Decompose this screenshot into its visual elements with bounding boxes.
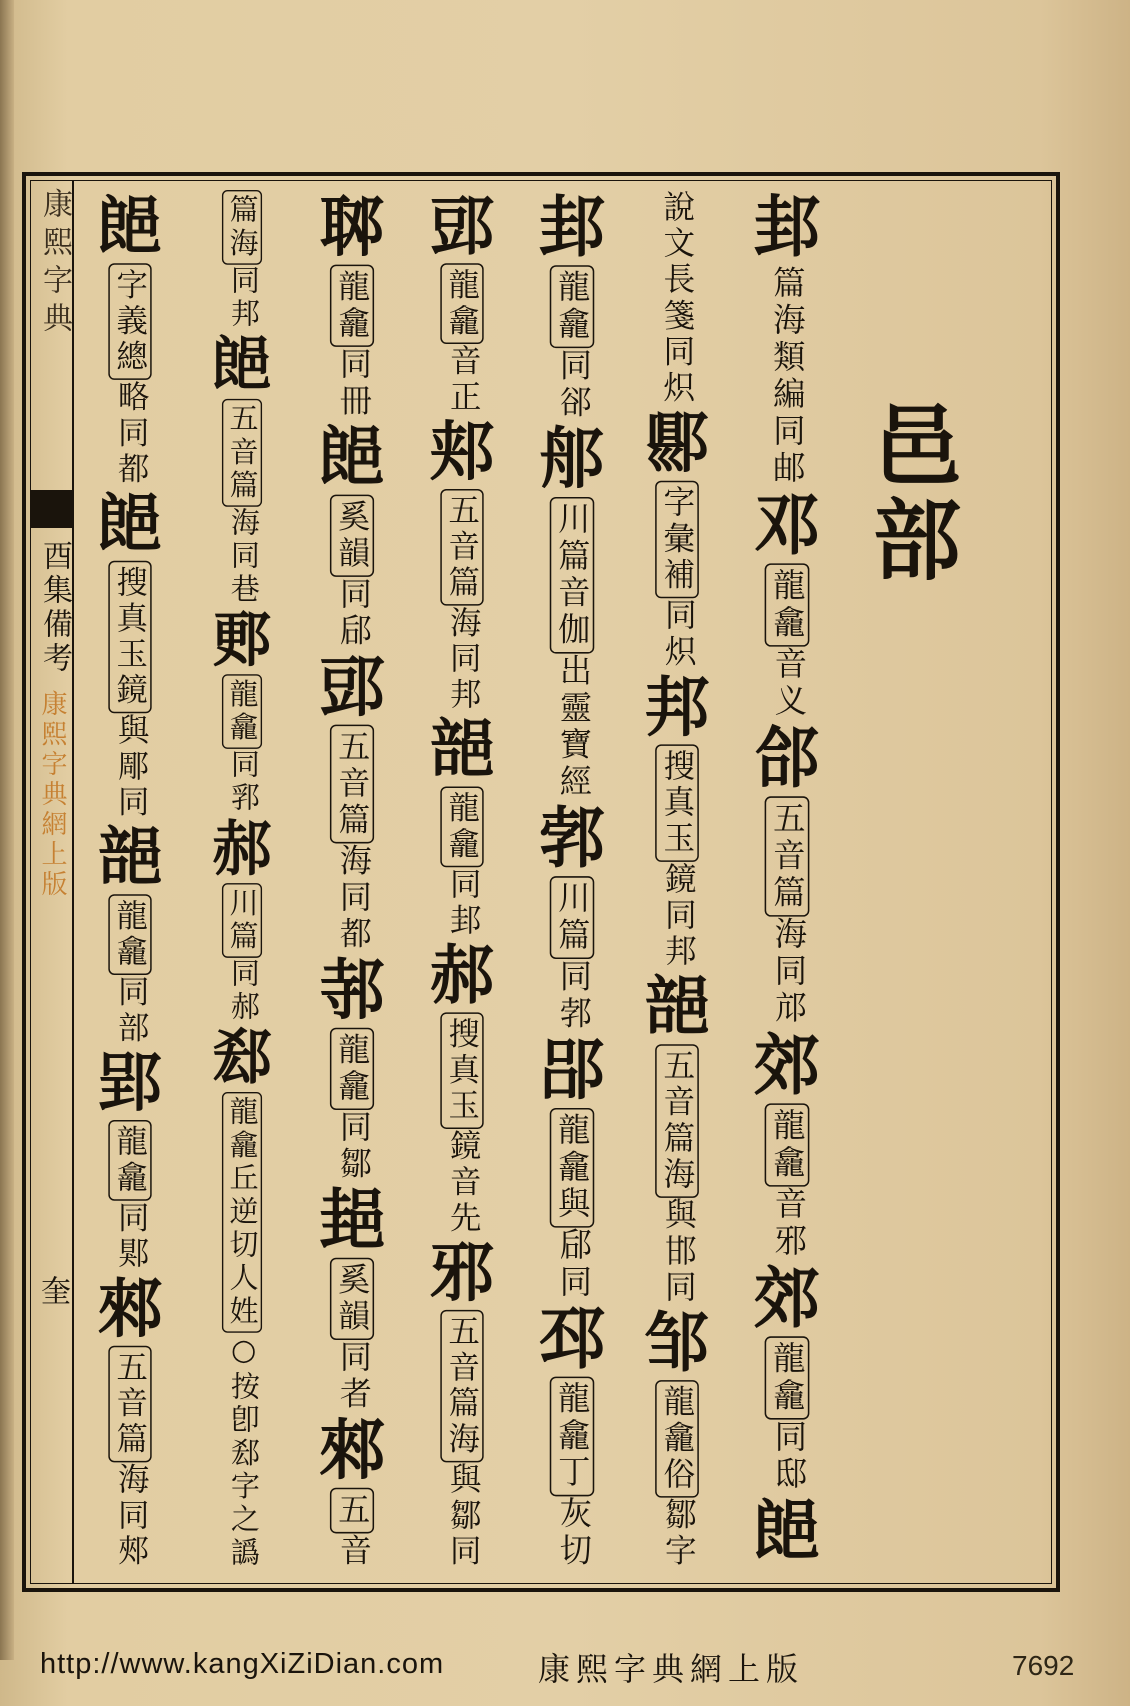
entry-annotation — [550, 1377, 595, 1570]
annotation-line: 音义 — [770, 646, 808, 721]
annotation-line: 音正 — [445, 343, 483, 416]
entry-annotation — [655, 1380, 699, 1570]
headword-character: 郒 — [97, 486, 163, 562]
headword-character: 郝 — [212, 813, 272, 884]
fish-tail-mark — [30, 490, 74, 528]
annotation-line: 搜真玉鏡 — [108, 561, 151, 714]
headword-character: 郒 — [212, 329, 272, 400]
entry-annotation — [440, 1012, 483, 1236]
annotation-line: 同邽 — [445, 867, 483, 940]
headword-character: 郌 — [319, 1181, 385, 1259]
annotation-line: 同郣 — [555, 959, 593, 1033]
headword-character: 郏 — [429, 414, 495, 490]
headword-character: 郝 — [429, 937, 495, 1014]
headword-character: 郘 — [538, 1031, 606, 1109]
headword-character: 郊 — [753, 1259, 821, 1338]
entry-annotation — [655, 1044, 699, 1306]
entry-annotation — [440, 1310, 483, 1570]
entry-annotation — [108, 1120, 151, 1273]
headword-character: 郠 — [212, 605, 272, 675]
entry-annotation — [330, 725, 374, 953]
headword-character: 郒 — [753, 1492, 821, 1570]
headword-character: 郃 — [753, 719, 821, 798]
entry-annotation — [440, 263, 483, 416]
annotation-line: 編同邮 — [768, 376, 807, 488]
annotation-line: 同邸 — [770, 1419, 808, 1494]
annotation-line: 同者 — [335, 1340, 373, 1414]
headword-character: 郰 — [319, 188, 385, 266]
annotation-line: 川篇音伽 — [550, 497, 595, 654]
annotation-line: 同冊 — [335, 346, 373, 420]
headword-character: 邳 — [538, 1299, 606, 1378]
annotation-line: 同郹 — [113, 1200, 151, 1273]
entry-column — [206, 190, 278, 1570]
annotation-line: 五音篇 — [108, 1346, 151, 1463]
annotation-line: 川篇 — [550, 876, 595, 959]
entry-annotation — [765, 1336, 810, 1493]
volume-label: 酉集備考 — [37, 540, 72, 676]
entry-column — [423, 190, 501, 1570]
entry-annotation — [330, 265, 374, 420]
annotation-line: 搜真玉 — [440, 1012, 483, 1129]
annotation-line: 奚韻 — [330, 1258, 374, 1340]
headword-character: 邹 — [644, 1304, 710, 1381]
annotation-line: 同鄒 — [335, 1110, 373, 1184]
annotation-line: 搜真玉 — [655, 744, 699, 862]
annotation-line: 音 — [335, 1533, 373, 1570]
annotation-line: 音邪 — [770, 1186, 808, 1261]
headword-character: 邽 — [538, 188, 606, 266]
annotation-line: 龍龕 — [108, 1120, 151, 1201]
annotation-line: 龍龕 — [765, 1336, 810, 1419]
annotation-line: 同邦 — [226, 264, 261, 332]
annotation-line: 五音篇 — [330, 725, 374, 844]
book-title: 康熙字典 — [37, 188, 72, 340]
entry-annotation — [550, 876, 595, 1033]
entry-annotation — [330, 1488, 374, 1570]
entry-annotation — [657, 190, 698, 407]
headword-character: 郄 — [212, 1022, 272, 1093]
annotation-line: 龍龕 — [765, 1103, 810, 1186]
annotation-line: 龍龕與 — [550, 1108, 595, 1228]
annotation-line: 同郛 — [226, 748, 261, 816]
headword-character: 郢 — [97, 1045, 163, 1121]
entry-annotation — [222, 399, 262, 607]
headword-character: 郖 — [429, 188, 495, 265]
annotation-line: 海同都 — [335, 843, 373, 954]
annotation-line: 龍龕丁 — [550, 1377, 595, 1497]
annotation-line: 同炽 — [660, 598, 698, 671]
headword-character: 郍 — [538, 420, 606, 498]
annotation-line: 龍龕 — [108, 894, 151, 975]
annotation-line: 龍龕 — [222, 674, 262, 749]
annotation-line: 字義總 — [108, 263, 151, 380]
entry-annotation — [766, 266, 808, 488]
annotation-line: 海同邦 — [445, 605, 483, 714]
annotation-line: 字彙補 — [655, 481, 699, 599]
entry-annotation — [108, 561, 151, 821]
entry-annotation — [222, 674, 262, 815]
entry-column — [638, 190, 716, 1570]
headword-character: 郒 — [319, 418, 385, 496]
headword-character: 邿 — [319, 951, 385, 1029]
headword-character: 郊 — [753, 1026, 821, 1105]
entry-annotation — [222, 883, 262, 1024]
entry-annotation — [655, 481, 699, 671]
annotation-line: 五音篇 — [440, 489, 483, 606]
entry-annotation — [655, 744, 699, 970]
headword-character: 郻 — [644, 405, 710, 482]
annotation-line: 與郮同 — [113, 713, 151, 821]
entry-annotation — [330, 1258, 374, 1413]
headword-character: 邪 — [429, 1235, 495, 1311]
footer-url[interactable]: http://www.kangXiZiDian.com — [40, 1648, 445, 1680]
headword-character: 郶 — [429, 711, 495, 788]
annotation-line: 同部 — [113, 974, 151, 1047]
annotation-line: 龍龕 — [440, 787, 483, 868]
annotation-line: 龍龕 — [330, 265, 374, 347]
annotation-line: 五音篇海 — [440, 1310, 483, 1463]
footer-title: 康熙字典網上版 — [538, 1650, 805, 1688]
annotation-line: 海同巷 — [226, 506, 261, 607]
annotation-line: 灰切 — [555, 1496, 593, 1570]
annotation-line: 龍龕俗 — [655, 1380, 699, 1498]
annotation-line: 鏡同邦 — [660, 861, 698, 971]
entry-annotation — [222, 190, 262, 331]
entry-annotation — [108, 263, 151, 487]
entry-annotation — [765, 563, 810, 720]
folio-number: 奎 — [35, 1275, 70, 1313]
entry-annotation — [765, 1103, 810, 1260]
entry-annotation — [440, 787, 483, 940]
headword-character: 郲 — [319, 1411, 385, 1489]
book-spine — [0, 0, 14, 1660]
entry-column — [747, 190, 827, 1569]
annotation-line: 龍龕 — [330, 1028, 374, 1110]
annotation-line: 同郈 — [335, 576, 373, 650]
annotation-line: 五音篇海 — [655, 1044, 699, 1198]
entry-annotation — [550, 1108, 595, 1301]
annotation-line: 川篇 — [222, 883, 262, 958]
annotation-line: 龍龕 — [550, 265, 595, 348]
annotation-line: 篇海類 — [768, 265, 807, 377]
entry-annotation — [765, 796, 810, 1027]
annotation-line: 五 — [330, 1488, 374, 1534]
annotation-line: 同郤 — [555, 348, 593, 422]
entry-annotation — [550, 497, 595, 801]
annotation-line: ○按卽郄字之譌 — [226, 1332, 261, 1570]
headword-character: 郶 — [644, 968, 710, 1045]
annotation-line: 說文長 — [658, 190, 696, 299]
annotation-line: 奚韻 — [330, 495, 374, 577]
annotation-line: 略同都 — [113, 379, 151, 488]
annotation-line: 篇海 — [222, 190, 262, 265]
entry-annotation — [108, 1346, 151, 1570]
annotation-line: 五音篇 — [765, 796, 810, 916]
annotation-line: 五音篇 — [222, 399, 262, 507]
headword-character: 邽 — [753, 188, 821, 267]
annotation-line: 郈同 — [555, 1227, 593, 1302]
headword-character: 郲 — [97, 1270, 163, 1347]
entry-annotation — [550, 265, 595, 422]
headword-character: 邓 — [753, 486, 821, 565]
annotation-line: 與鄒同 — [445, 1462, 483, 1570]
entry-column — [532, 190, 612, 1570]
annotation-line: 海同郟 — [113, 1462, 151, 1570]
radical-heading-column — [856, 400, 966, 588]
radical-heading: 邑部 — [859, 400, 963, 588]
entry-annotation — [330, 495, 374, 650]
headword-character: 郖 — [319, 648, 385, 726]
annotation-line: 鄒字 — [660, 1497, 698, 1570]
annotation-line: 箋同炽 — [658, 298, 696, 407]
annotation-line: 龍龕 — [765, 563, 810, 646]
headword-character: 邦 — [644, 669, 710, 746]
page-number: 7692 — [1012, 1650, 1075, 1681]
side-watermark: 康熙字典網上版 — [37, 690, 67, 900]
entry-annotation — [330, 1028, 374, 1183]
entry-column — [91, 190, 169, 1570]
annotation-line: 龍龕丘逆切人姓 — [222, 1092, 262, 1333]
annotation-line: 龍龕 — [440, 263, 483, 344]
entry-annotation — [222, 1092, 262, 1570]
annotation-line: 海同邟 — [770, 916, 808, 1028]
entry-annotation — [108, 894, 151, 1047]
headword-character: 郣 — [538, 799, 606, 877]
headword-character: 郒 — [97, 188, 163, 265]
headword-character: 郶 — [97, 819, 163, 895]
annotation-line: 與邯同 — [660, 1197, 698, 1307]
annotation-line: 同郝 — [226, 957, 261, 1025]
entry-annotation — [440, 489, 483, 713]
annotation-line: 出靈寶經 — [555, 653, 593, 801]
annotation-line: 鏡音先 — [445, 1128, 483, 1237]
entry-column — [312, 190, 391, 1570]
